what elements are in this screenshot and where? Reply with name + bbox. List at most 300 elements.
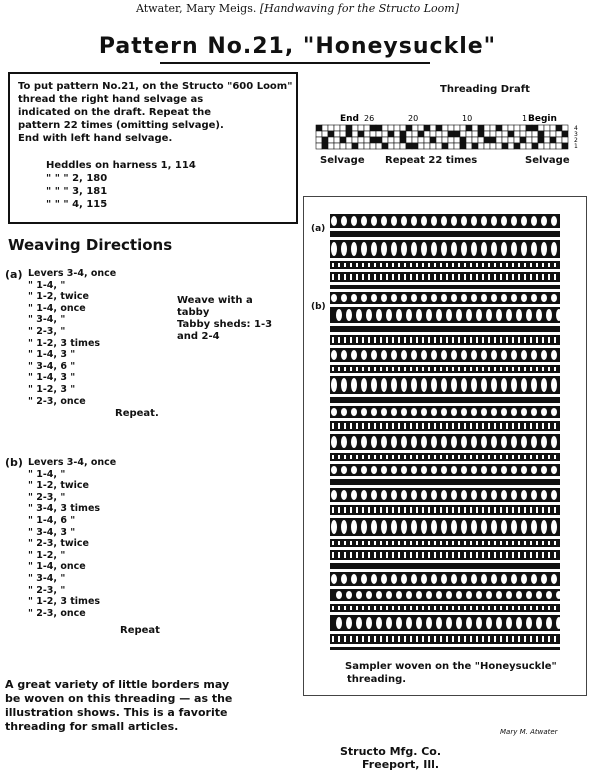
woven-stripe bbox=[482, 507, 484, 513]
woven-motif bbox=[476, 309, 482, 321]
draft-end-label: End bbox=[340, 114, 359, 124]
woven-motif bbox=[451, 466, 457, 474]
repeat-label: Repeat 22 times bbox=[385, 155, 478, 166]
woven-motif bbox=[491, 378, 497, 392]
woven-motif bbox=[411, 490, 417, 500]
woven-motif bbox=[421, 574, 427, 584]
woven-motif bbox=[331, 490, 337, 500]
woven-stripe bbox=[458, 541, 460, 545]
woven-stripe bbox=[380, 367, 382, 371]
woven-motif bbox=[431, 436, 437, 448]
woven-motif bbox=[341, 408, 347, 416]
woven-stripe bbox=[422, 541, 424, 545]
woven-motif bbox=[421, 294, 427, 302]
woven-stripe bbox=[392, 263, 394, 267]
woven-motif bbox=[551, 490, 557, 500]
woven-stripe bbox=[536, 606, 538, 610]
draft-cell bbox=[532, 125, 538, 131]
woven-motif bbox=[461, 216, 467, 226]
woven-stripe bbox=[404, 337, 406, 343]
woven-stripe bbox=[506, 541, 508, 545]
draft-cell bbox=[334, 143, 340, 149]
woven-stripe bbox=[536, 507, 538, 513]
woven-stripe bbox=[434, 455, 436, 459]
draft-cell bbox=[496, 125, 502, 131]
draft-cell bbox=[538, 125, 544, 131]
woven-stripe bbox=[470, 541, 472, 545]
woven-motif bbox=[511, 408, 517, 416]
woven-motif bbox=[491, 520, 497, 534]
woven-motif bbox=[411, 408, 417, 416]
woven-stripe bbox=[476, 423, 478, 429]
woven-motif bbox=[401, 436, 407, 448]
woven-motif bbox=[441, 216, 447, 226]
woven-motif bbox=[456, 591, 462, 599]
woven-motif bbox=[511, 378, 517, 392]
woven-stripe bbox=[524, 423, 526, 429]
woven-motif bbox=[466, 591, 472, 599]
draft-cell bbox=[538, 137, 544, 143]
woven-motif bbox=[521, 242, 527, 256]
woven-stripe bbox=[476, 455, 478, 459]
company-name: Structo Mfg. Co. bbox=[340, 745, 442, 758]
woven-stripe bbox=[416, 274, 418, 280]
woven-motif bbox=[386, 591, 392, 599]
woven-motif bbox=[541, 520, 547, 534]
woven-stripe bbox=[458, 367, 460, 371]
woven-stripe bbox=[476, 337, 478, 343]
woven-motif bbox=[351, 466, 357, 474]
woven-motif bbox=[531, 350, 537, 360]
woven-stripe bbox=[416, 636, 418, 642]
woven-stripe bbox=[500, 507, 502, 513]
woven-stripe bbox=[368, 337, 370, 343]
draft-cell bbox=[544, 125, 550, 131]
woven-stripe bbox=[398, 274, 400, 280]
woven-motif bbox=[516, 617, 522, 629]
woven-stripe bbox=[356, 263, 358, 267]
woven-stripe bbox=[434, 274, 436, 280]
woven-motif bbox=[376, 309, 382, 321]
woven-stripe bbox=[368, 455, 370, 459]
draft-cell bbox=[508, 143, 514, 149]
woven-motif bbox=[441, 490, 447, 500]
tabby-line: and 2-4 bbox=[177, 331, 220, 342]
draft-cell bbox=[376, 125, 382, 131]
woven-motif bbox=[421, 520, 427, 534]
woven-stripe bbox=[440, 367, 442, 371]
lever-line: " 2-3, " bbox=[28, 584, 66, 596]
draft-cell bbox=[448, 143, 454, 149]
woven-stripe bbox=[434, 552, 436, 558]
woven-stripe bbox=[374, 274, 376, 280]
woven-motif bbox=[451, 378, 457, 392]
draft-cell bbox=[388, 137, 394, 143]
woven-stripe bbox=[380, 636, 382, 642]
company-city: Freeport, Ill. bbox=[362, 758, 440, 771]
woven-stripe bbox=[410, 274, 412, 280]
woven-stripe bbox=[554, 636, 556, 642]
woven-stripe bbox=[380, 606, 382, 610]
woven-motif bbox=[351, 408, 357, 416]
woven-stripe bbox=[512, 606, 514, 610]
woven-motif bbox=[541, 490, 547, 500]
woven-motif bbox=[411, 574, 417, 584]
woven-motif bbox=[331, 216, 337, 226]
woven-motif bbox=[391, 574, 397, 584]
woven-stripe bbox=[374, 552, 376, 558]
woven-band bbox=[330, 615, 560, 631]
woven-band bbox=[330, 326, 560, 332]
title-underline bbox=[160, 62, 430, 64]
woven-stripe bbox=[482, 263, 484, 267]
woven-stripe bbox=[500, 606, 502, 610]
woven-motif bbox=[541, 294, 547, 302]
woven-stripe bbox=[458, 606, 460, 610]
woven-stripe bbox=[362, 636, 364, 642]
woven-motif bbox=[341, 242, 347, 256]
woven-motif bbox=[481, 520, 487, 534]
woven-stripe bbox=[548, 636, 550, 642]
woven-stripe bbox=[440, 455, 442, 459]
woven-motif bbox=[481, 436, 487, 448]
woven-motif bbox=[531, 378, 537, 392]
woven-motif bbox=[521, 378, 527, 392]
woven-motif bbox=[391, 466, 397, 474]
woven-stripe bbox=[440, 636, 442, 642]
woven-motif bbox=[341, 520, 347, 534]
woven-motif bbox=[386, 309, 392, 321]
woven-stripe bbox=[356, 636, 358, 642]
draft-cell bbox=[472, 143, 478, 149]
woven-stripe bbox=[470, 636, 472, 642]
woven-motif bbox=[506, 617, 512, 629]
woven-stripe bbox=[356, 274, 358, 280]
woven-stripe bbox=[344, 606, 346, 610]
woven-motif bbox=[501, 408, 507, 416]
woven-motif bbox=[331, 520, 337, 534]
woven-motif bbox=[486, 591, 492, 599]
draft-cell bbox=[358, 131, 364, 137]
intro-line: To put pattern No.21, on the Structo "600 Loom" bbox=[18, 81, 293, 92]
woven-stripe bbox=[386, 274, 388, 280]
woven-motif bbox=[521, 574, 527, 584]
woven-stripe bbox=[542, 455, 544, 459]
intro-line: thread the right hand selvage as bbox=[18, 94, 204, 105]
woven-stripe bbox=[470, 263, 472, 267]
woven-motif bbox=[361, 466, 367, 474]
draft-cell bbox=[490, 131, 496, 137]
note-line: A great variety of little borders may bbox=[5, 678, 230, 691]
lever-line: " 1-4, once bbox=[28, 561, 86, 573]
draft-cell bbox=[316, 137, 322, 143]
woven-motif bbox=[511, 574, 517, 584]
woven-band bbox=[330, 285, 560, 289]
woven-stripe bbox=[428, 455, 430, 459]
woven-stripe bbox=[416, 367, 418, 371]
woven-motif bbox=[401, 378, 407, 392]
woven-stripe bbox=[464, 606, 466, 610]
draft-cell bbox=[352, 143, 358, 149]
draft-cell bbox=[406, 125, 412, 131]
woven-band bbox=[330, 307, 560, 323]
draft-cell bbox=[340, 131, 346, 137]
woven-motif bbox=[441, 466, 447, 474]
woven-stripe bbox=[332, 423, 334, 429]
woven-motif bbox=[466, 617, 472, 629]
woven-stripe bbox=[392, 606, 394, 610]
woven-stripe bbox=[422, 507, 424, 513]
draft-cell bbox=[424, 143, 430, 149]
draft-cell bbox=[556, 143, 562, 149]
heddle-line: " " " 3, 181 bbox=[46, 186, 108, 197]
woven-stripe bbox=[554, 367, 556, 371]
woven-stripe bbox=[416, 606, 418, 610]
woven-stripe bbox=[524, 541, 526, 545]
woven-stripe bbox=[380, 423, 382, 429]
woven-motif bbox=[341, 378, 347, 392]
woven-stripe bbox=[398, 263, 400, 267]
woven-motif bbox=[381, 408, 387, 416]
woven-stripe bbox=[488, 337, 490, 343]
woven-motif bbox=[491, 216, 497, 226]
woven-stripe bbox=[404, 606, 406, 610]
woven-motif bbox=[441, 408, 447, 416]
woven-stripe bbox=[476, 541, 478, 545]
woven-stripe bbox=[470, 455, 472, 459]
woven-stripe bbox=[458, 507, 460, 513]
woven-motif bbox=[411, 294, 417, 302]
draft-cell bbox=[430, 131, 436, 137]
woven-stripe bbox=[362, 606, 364, 610]
selvage-right-label: Selvage bbox=[525, 155, 570, 166]
woven-motif bbox=[361, 436, 367, 448]
woven-stripe bbox=[446, 274, 448, 280]
draft-cell bbox=[316, 143, 322, 149]
woven-motif bbox=[411, 436, 417, 448]
woven-motif bbox=[551, 408, 557, 416]
caption-line: threading. bbox=[347, 674, 407, 685]
woven-motif bbox=[371, 466, 377, 474]
draft-cell bbox=[448, 137, 454, 143]
woven-motif bbox=[471, 242, 477, 256]
woven-motif bbox=[451, 216, 457, 226]
lever-line: " 3-4, 3 " bbox=[28, 526, 76, 538]
woven-motif bbox=[471, 466, 477, 474]
woven-stripe bbox=[338, 541, 340, 545]
woven-stripe bbox=[368, 423, 370, 429]
draft-cell bbox=[394, 131, 400, 137]
woven-stripe bbox=[386, 337, 388, 343]
woven-motif bbox=[531, 294, 537, 302]
woven-motif bbox=[521, 466, 527, 474]
woven-motif bbox=[341, 574, 347, 584]
draft-cell bbox=[376, 143, 382, 149]
woven-stripe bbox=[494, 606, 496, 610]
woven-motif bbox=[331, 350, 337, 360]
draft-cell bbox=[406, 131, 412, 137]
woven-stripe bbox=[554, 606, 556, 610]
woven-stripe bbox=[458, 263, 460, 267]
draft-cell bbox=[412, 131, 418, 137]
woven-motif bbox=[481, 574, 487, 584]
woven-stripe bbox=[338, 552, 340, 558]
woven-motif bbox=[416, 591, 422, 599]
woven-stripe bbox=[428, 636, 430, 642]
woven-motif bbox=[356, 591, 362, 599]
woven-motif bbox=[451, 436, 457, 448]
woven-motif bbox=[381, 520, 387, 534]
woven-motif bbox=[501, 350, 507, 360]
woven-stripe bbox=[494, 636, 496, 642]
woven-motif bbox=[501, 242, 507, 256]
woven-stripe bbox=[368, 606, 370, 610]
woven-stripe bbox=[374, 367, 376, 371]
draft-cell bbox=[412, 143, 418, 149]
draft-cell bbox=[508, 131, 514, 137]
draft-cell bbox=[478, 125, 484, 131]
woven-motif bbox=[441, 378, 447, 392]
woven-motif bbox=[381, 242, 387, 256]
woven-band bbox=[330, 397, 560, 403]
woven-motif bbox=[371, 216, 377, 226]
woven-motif bbox=[501, 490, 507, 500]
lever-line: Levers 3-4, once bbox=[28, 457, 117, 468]
woven-stripe bbox=[530, 507, 532, 513]
woven-motif bbox=[371, 350, 377, 360]
woven-motif bbox=[361, 520, 367, 534]
woven-stripe bbox=[368, 507, 370, 513]
woven-motif bbox=[461, 378, 467, 392]
woven-stripe bbox=[338, 636, 340, 642]
draft-cell bbox=[520, 143, 526, 149]
woven-stripe bbox=[428, 606, 430, 610]
woven-stripe bbox=[362, 263, 364, 267]
woven-motif bbox=[436, 591, 442, 599]
draft-cell bbox=[418, 143, 424, 149]
draft-cell bbox=[328, 131, 334, 137]
draft-cell bbox=[448, 131, 454, 137]
woven-stripe bbox=[440, 552, 442, 558]
woven-stripe bbox=[500, 274, 502, 280]
woven-motif bbox=[476, 617, 482, 629]
draft-cell bbox=[346, 137, 352, 143]
draft-cell bbox=[466, 131, 472, 137]
woven-motif bbox=[551, 466, 557, 474]
woven-motif bbox=[401, 242, 407, 256]
woven-stripe bbox=[488, 423, 490, 429]
woven-stripe bbox=[500, 423, 502, 429]
woven-stripe bbox=[506, 337, 508, 343]
woven-stripe bbox=[422, 636, 424, 642]
woven-motif bbox=[401, 574, 407, 584]
lever-line: " 1-2, 3 times bbox=[28, 337, 101, 349]
woven-stripe bbox=[464, 337, 466, 343]
woven-stripe bbox=[398, 337, 400, 343]
woven-stripe bbox=[482, 337, 484, 343]
woven-motif bbox=[431, 294, 437, 302]
woven-stripe bbox=[506, 606, 508, 610]
woven-motif bbox=[531, 436, 537, 448]
woven-stripe bbox=[368, 552, 370, 558]
woven-bands bbox=[330, 214, 560, 650]
woven-stripe bbox=[332, 367, 334, 371]
woven-stripe bbox=[350, 507, 352, 513]
draft-cell bbox=[526, 143, 532, 149]
lever-line: " 2-3, once bbox=[28, 607, 86, 619]
intro-line: indicated on the draft. Repeat the bbox=[18, 107, 212, 118]
woven-motif bbox=[551, 436, 557, 448]
woven-motif bbox=[481, 350, 487, 360]
woven-motif bbox=[441, 574, 447, 584]
woven-stripe bbox=[452, 636, 454, 642]
woven-stripe bbox=[428, 274, 430, 280]
woven-stripe bbox=[338, 263, 340, 267]
draft-cell bbox=[532, 137, 538, 143]
woven-stripe bbox=[362, 423, 364, 429]
woven-stripe bbox=[446, 423, 448, 429]
woven-stripe bbox=[512, 274, 514, 280]
woven-stripe bbox=[494, 367, 496, 371]
woven-stripe bbox=[530, 455, 532, 459]
draft-cell bbox=[364, 125, 370, 131]
woven-motif bbox=[526, 617, 532, 629]
draft-cell bbox=[514, 131, 520, 137]
draft-cell bbox=[358, 143, 364, 149]
woven-motif bbox=[451, 350, 457, 360]
woven-motif bbox=[396, 309, 402, 321]
woven-stripe bbox=[350, 274, 352, 280]
woven-motif bbox=[491, 490, 497, 500]
woven-stripe bbox=[410, 541, 412, 545]
woven-stripe bbox=[554, 541, 556, 545]
woven-stripe bbox=[410, 606, 412, 610]
draft-cell bbox=[472, 137, 478, 143]
woven-stripe bbox=[380, 337, 382, 343]
woven-stripe bbox=[362, 367, 364, 371]
woven-stripe bbox=[356, 541, 358, 545]
draft-cell bbox=[544, 143, 550, 149]
woven-stripe bbox=[470, 552, 472, 558]
draft-cell bbox=[388, 125, 394, 131]
draft-cell bbox=[382, 131, 388, 137]
woven-motif bbox=[521, 520, 527, 534]
woven-stripe bbox=[452, 507, 454, 513]
woven-stripe bbox=[410, 337, 412, 343]
woven-stripe bbox=[536, 423, 538, 429]
woven-stripe bbox=[542, 552, 544, 558]
woven-motif bbox=[331, 378, 337, 392]
draft-cell bbox=[358, 137, 364, 143]
tabby-note bbox=[177, 295, 272, 343]
woven-stripe bbox=[554, 337, 556, 343]
draft-number: 20 bbox=[408, 114, 419, 123]
woven-stripe bbox=[392, 423, 394, 429]
woven-stripe bbox=[530, 552, 532, 558]
woven-motif bbox=[351, 490, 357, 500]
woven-stripe bbox=[332, 455, 334, 459]
draft-cell bbox=[490, 143, 496, 149]
woven-stripe bbox=[542, 367, 544, 371]
draft-cell bbox=[562, 131, 568, 137]
woven-stripe bbox=[386, 367, 388, 371]
lever-line: " 1-4, " bbox=[28, 468, 66, 480]
woven-motif bbox=[421, 378, 427, 392]
woven-motif bbox=[491, 466, 497, 474]
woven-stripe bbox=[332, 552, 334, 558]
woven-stripe bbox=[386, 263, 388, 267]
woven-motif bbox=[421, 436, 427, 448]
